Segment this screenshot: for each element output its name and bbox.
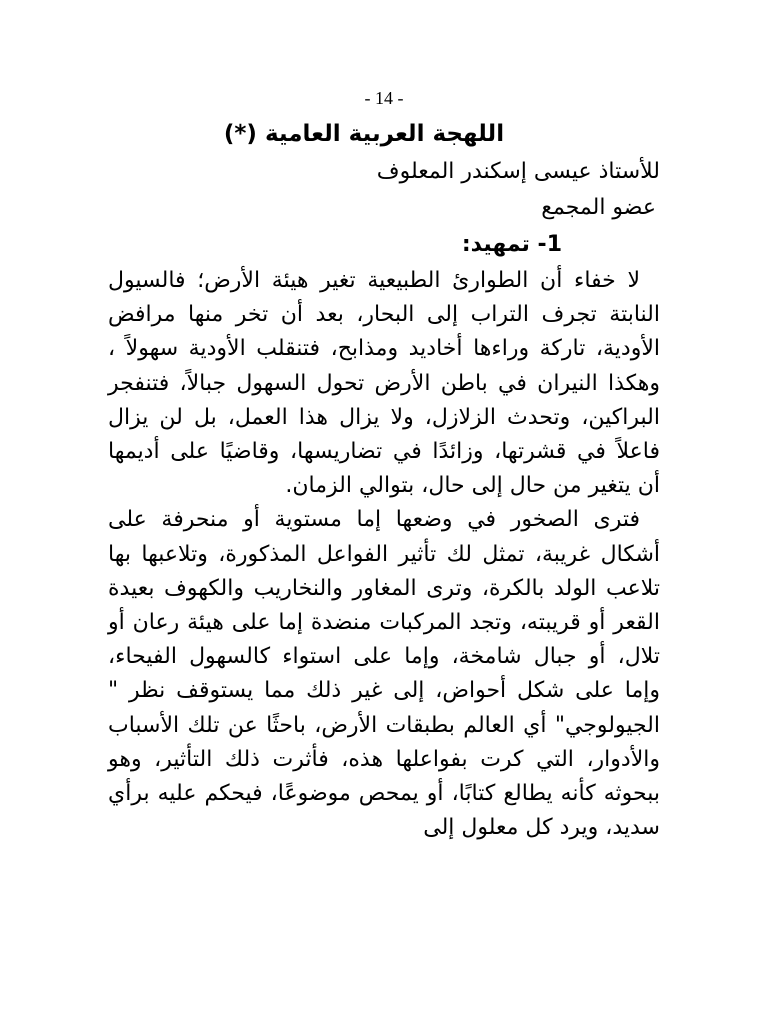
document-page [108,84,660,845]
article-title: اللهجة العربية العامية (*) [223,121,505,147]
author-role: عضو المجمع [541,195,656,220]
page-number: - 14 - [364,88,404,108]
paragraph-2: فترى الصخور في وضعها إما مستوية أو منحرفة على أشكال غريبة، تمثل لك تأثير الفواعل المذكورة، وتلاعبها بها تلاعب الولد بالكرة، وترى المغاور والنخاريب والكهوف بعيدة القعر أو قريبته، وتجد المركبات منضدة إما على هيئة رعان أو تلال، أو جبال شامخة، وإما على استواء كالسهول الفيحاء، وإما على شكل أحواض، إلى غير ذلك مما يستوقف نظر " الجيولوجي" أي العالم بطبقات الأرض، باحثًا عن تلك الأسباب والأدوار، التي كرت بفواعلها هذه، فأثرت ذلك التأثير، وهو ببحوثه كأنه يطالع كتابًا، أو يمحص موضوعًا، فيحكم عليه برأي سديد، ويرد كل معلول إلى [108,507,660,841]
author-line: للأستاذ عيسى إسكندر المعلوف [376,159,660,184]
section-heading: 1- تمهيد: [461,232,562,257]
paragraph-1: لا خفاء أن الطوارئ الطبيعية تغير هيئة الأرض؛ فالسيول النابتة تجرف التراب إلى البحار، بعد أن تخر منها مرافض الأودية، تاركة وراءها أخاديد ومذابح، فتنقلب الأودية سهولاً ، وهكذا النيران في باطن الأرض تحول السهول جبالاً، فتنفجر البراكين، وتحدث الزلازل، ولا يزال هذا العمل، بل لن يزال فاعلاً في قشرتها، وزائدًا في تضاريسها، وقاضيًا على أديمها أن يتغير من حال إلى حال، بتوالي الزمان. [108,268,660,499]
